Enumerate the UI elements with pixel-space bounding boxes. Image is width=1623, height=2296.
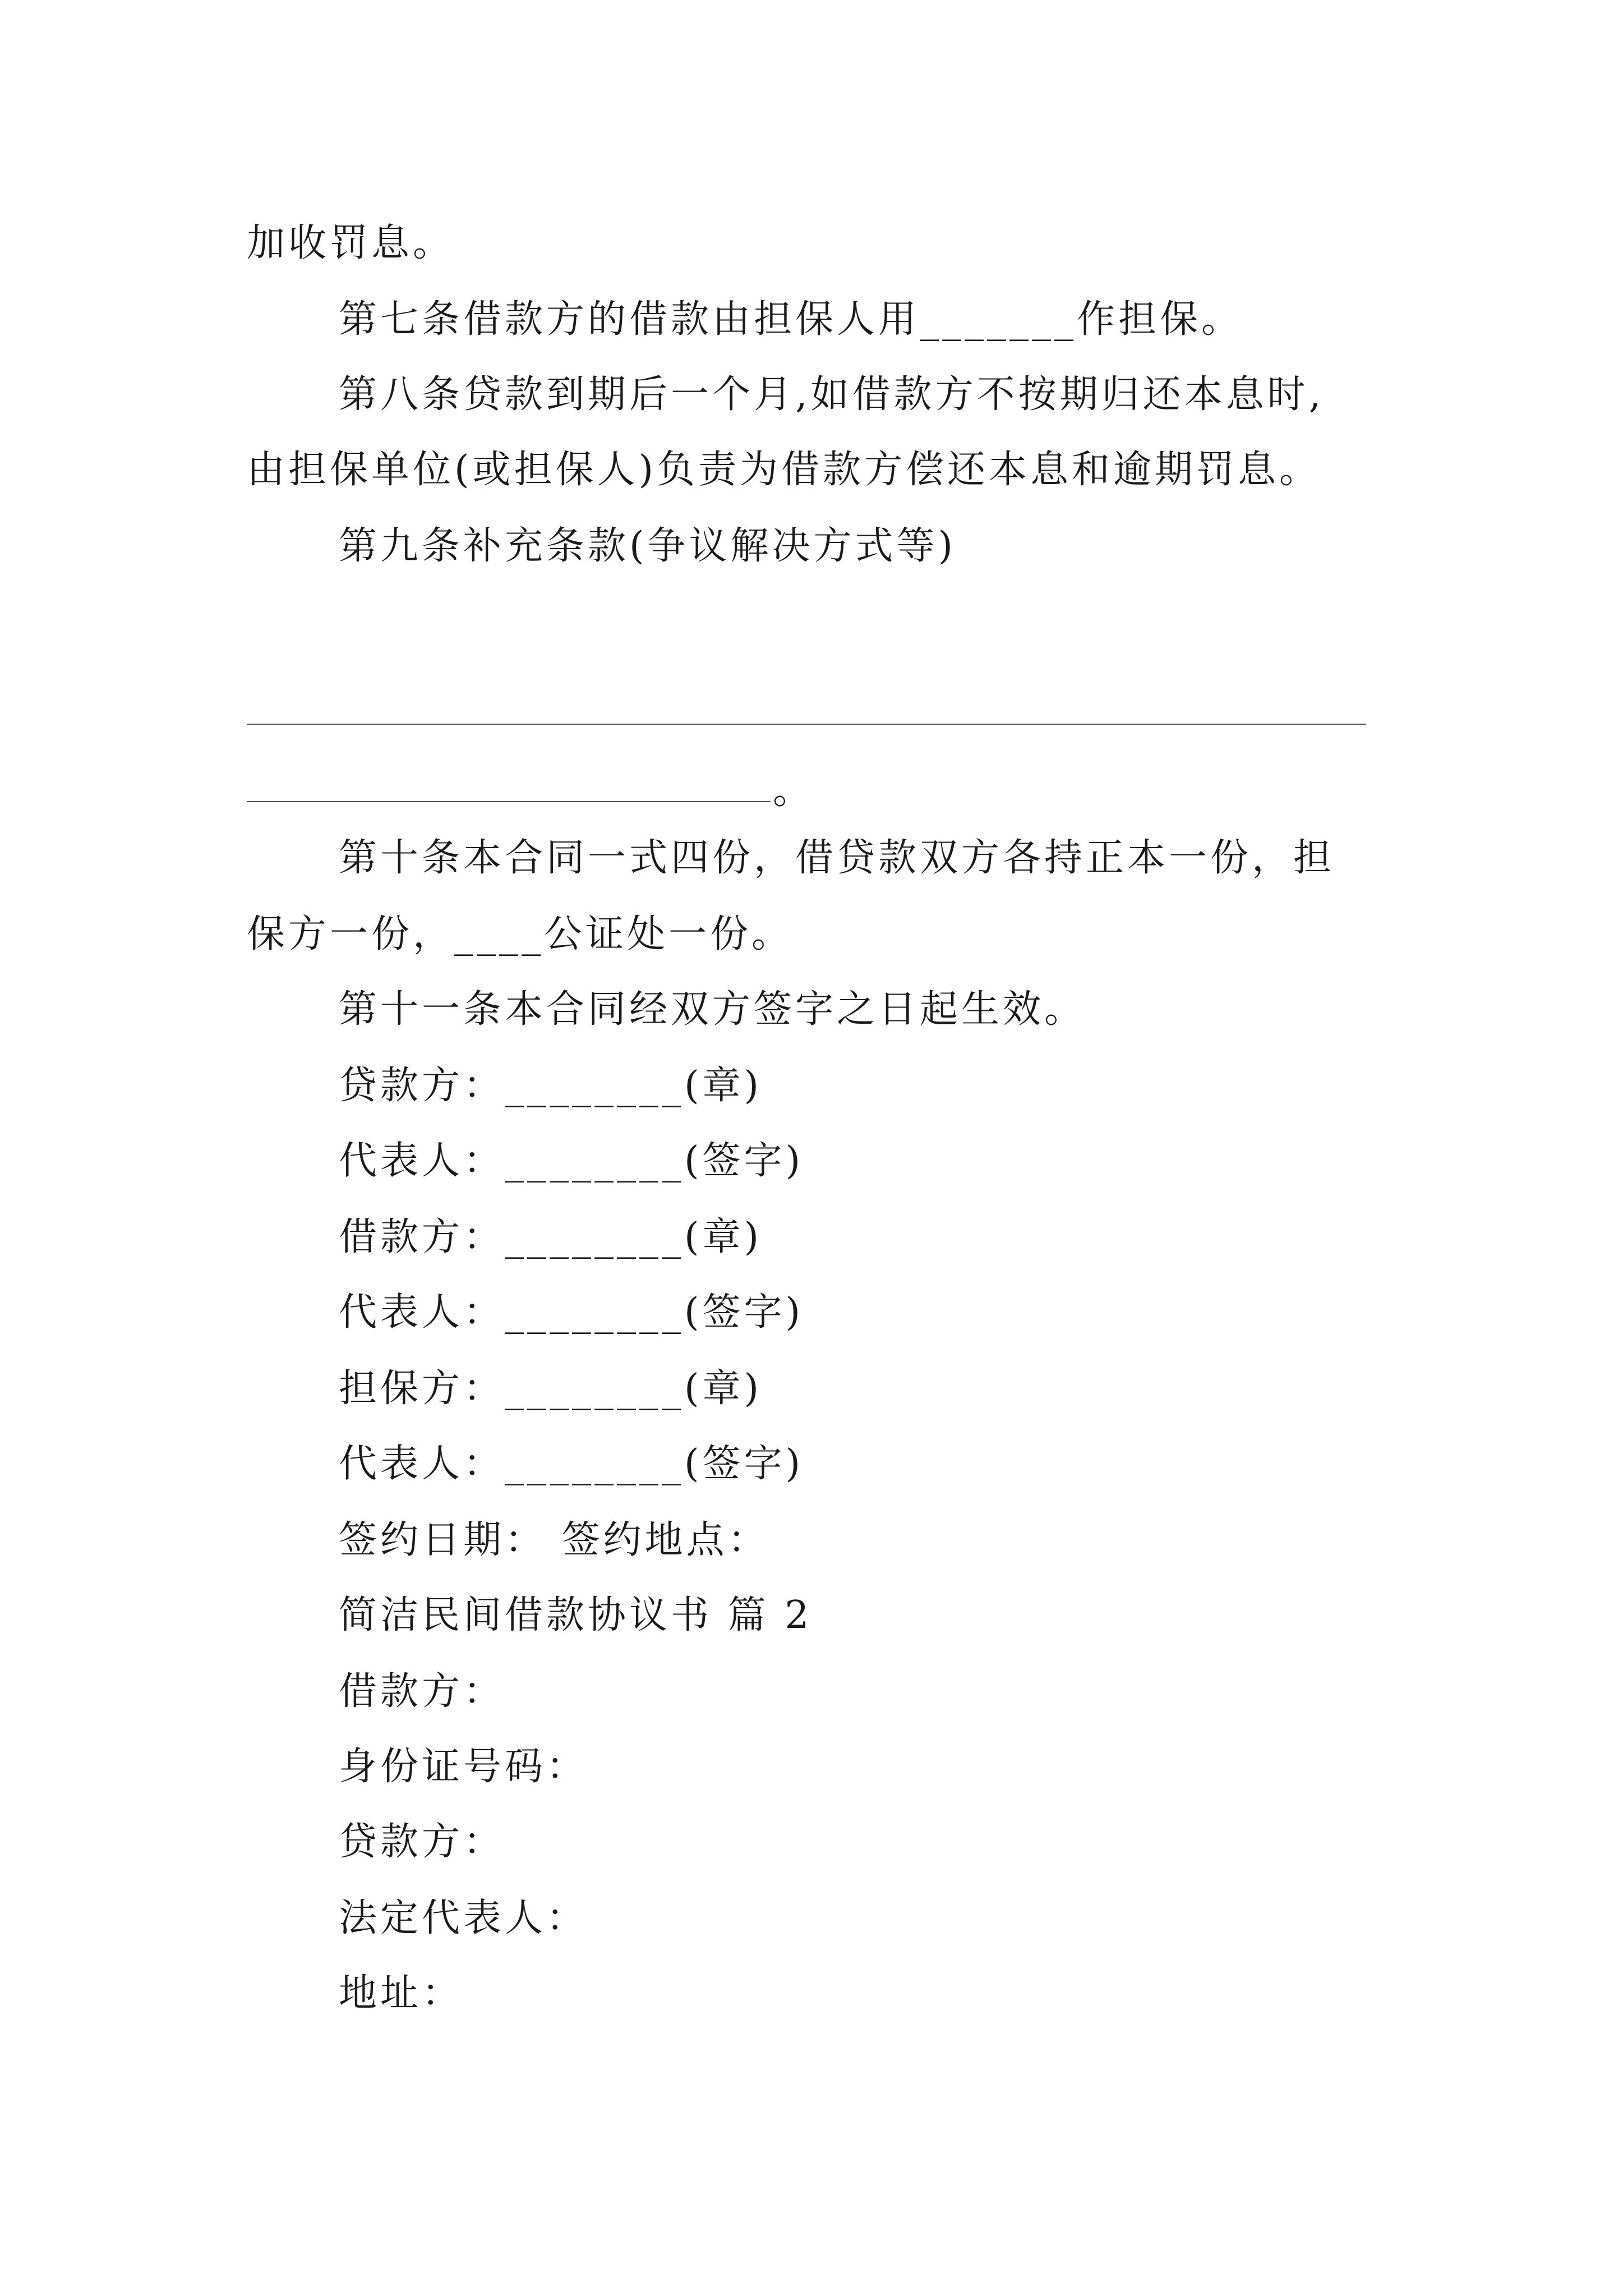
field-address: 地址： [339, 1971, 464, 2016]
field-legal-rep: 法定代表人： [339, 1896, 588, 1940]
signature-borrower: 借款方：________(章) [339, 1215, 763, 1259]
paragraph-article-8-line1: 第八条贷款到期后一个月,如借款方不按期归还本息时, [339, 372, 1325, 417]
signature-guarantor-rep: 代表人：________(签字) [339, 1442, 804, 1486]
blank-line-2 [247, 801, 771, 802]
section2-title: 简洁民间借款协议书 篇 2 [339, 1593, 813, 1637]
blank-line-1 [247, 724, 1366, 725]
paragraph-article-10-line1: 第十条本合同一式四份，借贷款双方各持正本一份，担 [339, 836, 1335, 880]
date-place-line: 签约日期： 签约地点： [339, 1518, 769, 1562]
field-id-number: 身份证号码： [339, 1745, 588, 1789]
signature-guarantor: 担保方：________(章) [339, 1366, 763, 1411]
paragraph-article-7: 第七条借款方的借款由担保人用_______作担保。 [339, 297, 1243, 342]
paragraph-article-10-line2: 保方一份，____公证处一份。 [247, 912, 794, 956]
field-borrower: 借款方： [339, 1669, 505, 1714]
signature-lender-rep: 代表人：________(签字) [339, 1139, 804, 1183]
paragraph-penalty-tail: 加收罚息。 [247, 221, 455, 265]
blank-line-period: 。 [773, 769, 811, 813]
paragraph-article-11: 第十一条本合同经双方签字之日起生效。 [339, 987, 1086, 1032]
signature-borrower-rep: 代表人：________(签字) [339, 1290, 804, 1335]
field-lender: 贷款方： [339, 1820, 505, 1864]
paragraph-article-8-line2: 由担保单位(或担保人)负责为借款方偿还本息和逾期罚息。 [247, 448, 1321, 492]
paragraph-article-9: 第九条补充条款(争议解决方式等) [339, 524, 957, 568]
signature-lender: 贷款方：________(章) [339, 1064, 763, 1108]
